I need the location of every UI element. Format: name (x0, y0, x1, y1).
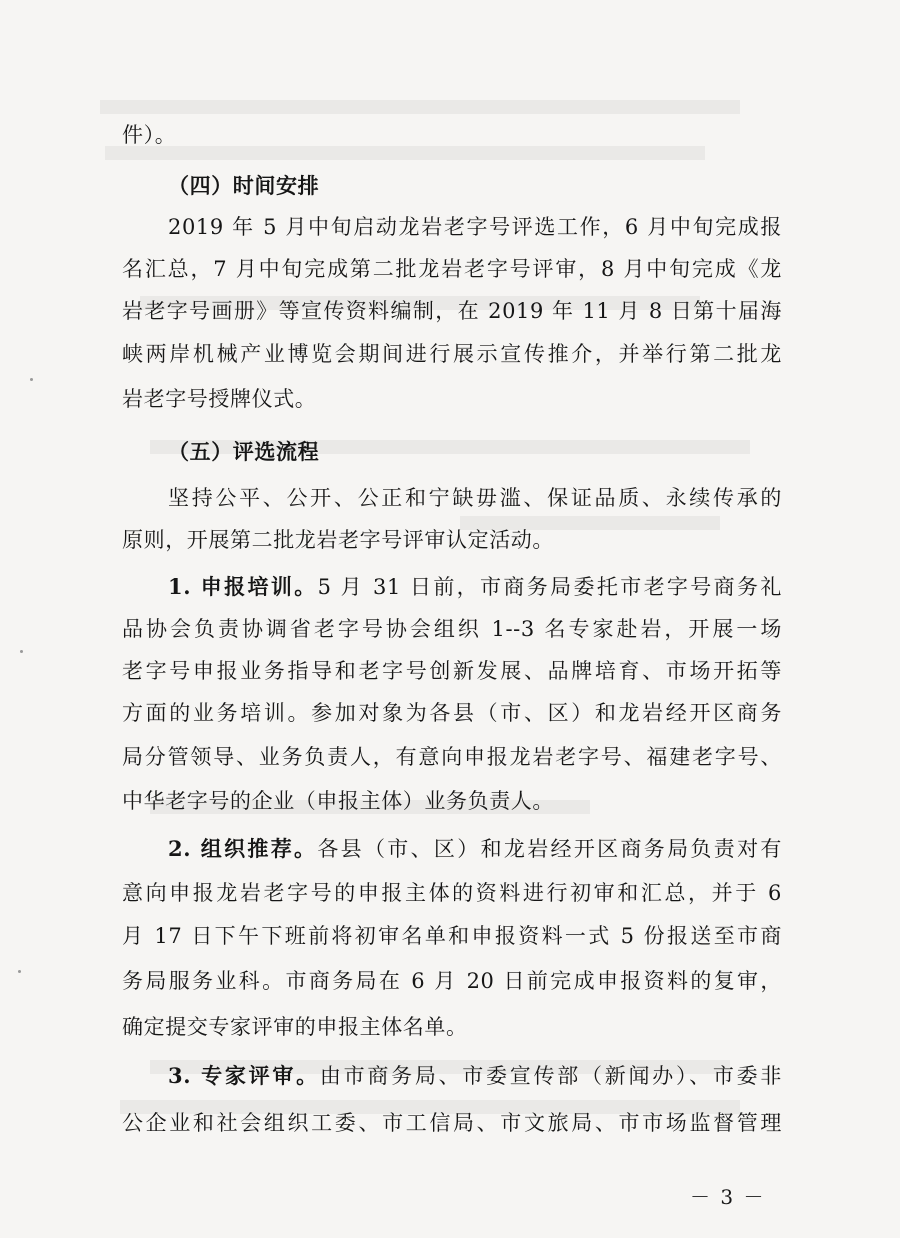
paragraph-line: 意向申报龙岩老字号的申报主体的资料进行初审和汇总，并于 6 (122, 881, 782, 905)
paragraph-line: 务局服务业科。市商务局在 6 月 20 日前完成申报资料的复审， (122, 969, 782, 993)
paragraph-line-training (168, 572, 782, 602)
paragraph-line-recommendation (168, 834, 782, 864)
section-heading-schedule: （四）时间安排 (168, 173, 320, 198)
paragraph-text: 由市商务局、市委宣传部（新闻办）、市委非 (319, 1064, 782, 1088)
scan-speck (30, 378, 33, 381)
paragraph-line: 月 17 日下午下班前将初审名单和申报资料一式 5 份报送至市商 (122, 924, 782, 948)
paragraph-text: 5 月 31 日前，市商务局委托市老字号商务礼 (317, 575, 782, 599)
item-heading-training: 1. 申报培训。 (168, 574, 318, 599)
paragraph-line: 老字号申报业务指导和老字号创新发展、品牌培育、市场开拓等 (122, 659, 782, 683)
paragraph-line: 岩老字号画册》等宣传资料编制，在 2019 年 11 月 8 日第十届海 (122, 299, 782, 323)
scan-speck (20, 650, 23, 653)
section-heading-process: （五）评选流程 (168, 439, 320, 464)
paragraph-line: 名汇总，7 月中旬完成第二批龙岩老字号评审，8 月中旬完成《龙 (122, 257, 782, 281)
paragraph-line: 公企业和社会组织工委、市工信局、市文旅局、市市场监督管理 (122, 1111, 782, 1135)
paragraph-line-expert-review (168, 1061, 782, 1091)
paragraph-line: 确定提交专家评审的申报主体名单。 (122, 1015, 468, 1039)
paragraph-line: 方面的业务培训。参加对象为各县（市、区）和龙岩经开区商务 (122, 701, 782, 725)
paragraph-line: 峡两岸机械产业博览会期间进行展示宣传推介，并举行第二批龙 (122, 342, 782, 366)
paragraph-line: 品协会负责协调省老字号协会组织 1--3 名专家赴岩，开展一场 (122, 617, 782, 641)
paragraph-text: 各县（市、区）和龙岩经开区商务局负责对有 (317, 837, 782, 861)
paragraph-line: 局分管领导、业务负责人，有意向申报龙岩老字号、福建老字号、 (122, 745, 782, 769)
scan-speck (18, 970, 21, 973)
item-heading-expert-review: 3. 专家评审。 (168, 1063, 320, 1088)
page-number: － 3 － (690, 1185, 766, 1209)
paragraph-line: 坚持公平、公开、公正和宁缺毋滥、保证品质、永续传承的 (168, 486, 782, 510)
text-line: 件）。 (122, 123, 177, 147)
paragraph-line: 岩老字号授牌仪式。 (122, 387, 317, 411)
paragraph-line: 2019 年 5 月中旬启动龙岩老字号评选工作，6 月中旬完成报 (168, 215, 782, 239)
paragraph-line: 原则，开展第二批龙岩老字号评审认定活动。 (122, 528, 554, 552)
item-heading-recommendation: 2. 组织推荐。 (168, 836, 318, 861)
paragraph-line: 中华老字号的企业（申报主体）业务负责人。 (122, 789, 554, 813)
